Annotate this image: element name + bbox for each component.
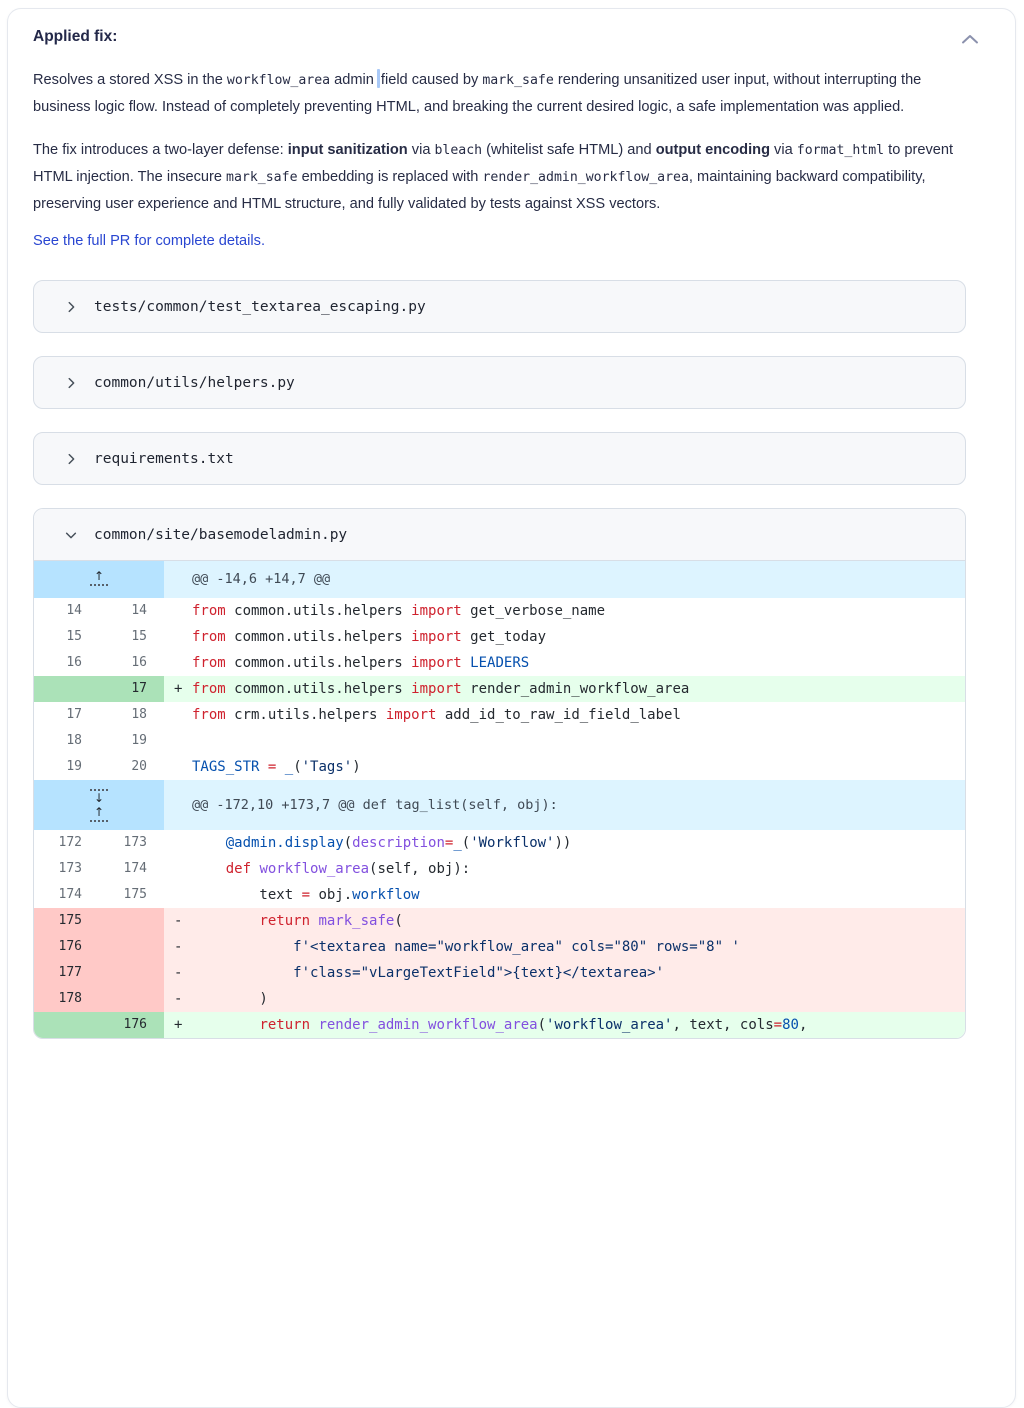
diff-line xyxy=(34,754,965,780)
code-line xyxy=(164,960,965,986)
file-toggle[interactable] xyxy=(34,281,965,332)
code-line xyxy=(164,1012,965,1038)
diff-marker xyxy=(164,650,192,676)
file-toggle[interactable] xyxy=(34,357,965,408)
line-number-new: 176 xyxy=(99,1012,164,1038)
code-text: def workflow_area(self, obj): xyxy=(225,861,471,877)
code-text: f'<textarea name="workflow_area" cols="80" rows="8" ' xyxy=(293,939,740,955)
line-number-old: 18 xyxy=(66,733,82,748)
code-line xyxy=(164,908,965,934)
file-section xyxy=(33,508,966,1039)
line-number-new: 175 xyxy=(123,887,147,902)
line-number-old: 178 xyxy=(34,986,99,1012)
diff-marker xyxy=(164,882,192,908)
diff-marker: - xyxy=(174,965,183,981)
diff-marker xyxy=(164,754,192,780)
text-caret xyxy=(377,69,380,88)
line-number-new: 15 xyxy=(131,629,147,644)
code-line xyxy=(164,624,965,650)
expand-down-icon[interactable]: ↓ xyxy=(90,787,108,804)
fix-summary xyxy=(33,67,989,217)
code-line xyxy=(164,754,965,780)
code-line xyxy=(164,728,965,754)
line-number-old: 174 xyxy=(58,887,82,902)
diff-view xyxy=(34,561,965,1038)
line-number-old: 173 xyxy=(58,861,82,876)
diff-line xyxy=(34,830,965,856)
code-text: from common.utils.helpers import render_admin_workflow_area xyxy=(192,681,690,697)
code-line xyxy=(164,934,965,960)
diff-line xyxy=(34,1012,965,1038)
code-text: from common.utils.helpers import get_verbose_name xyxy=(192,603,606,619)
diff-line xyxy=(34,986,965,1012)
code-text: return render_admin_workflow_area('workflow_area', text, cols=80, xyxy=(259,1017,808,1033)
diff-marker: - xyxy=(174,913,183,929)
diff-line xyxy=(34,702,965,728)
chevron-right-icon xyxy=(64,452,78,466)
bold-text: input sanitization xyxy=(287,142,408,158)
line-number-new xyxy=(99,986,164,1012)
line-number-new xyxy=(99,960,164,986)
code-text: from crm.utils.helpers import add_id_to_raw_id_field_label xyxy=(192,707,681,723)
diff-marker: + xyxy=(174,681,183,697)
code-line xyxy=(164,882,965,908)
inline-code: bleach xyxy=(434,143,483,158)
file-name: common/site/basemodeladmin.py xyxy=(94,526,348,543)
line-number-old xyxy=(34,1012,99,1038)
diff-marker xyxy=(164,830,192,856)
line-number-new: 174 xyxy=(123,861,147,876)
file-section xyxy=(33,356,966,409)
diff-marker xyxy=(164,624,192,650)
code-line xyxy=(164,650,965,676)
inline-code: mark_safe xyxy=(482,73,554,88)
file-section xyxy=(33,280,966,333)
diff-marker xyxy=(164,598,192,624)
code-text: TAGS_STR = _('Tags') xyxy=(192,759,361,775)
file-section xyxy=(33,432,966,485)
diff-line xyxy=(34,934,965,960)
code-line xyxy=(164,702,965,728)
inline-code: render_admin_workflow_area xyxy=(482,170,689,185)
line-number-new: 173 xyxy=(123,835,147,850)
hunk-expander-cell xyxy=(34,561,164,598)
file-toggle[interactable] xyxy=(34,509,965,561)
summary-paragraph: The fix introduces a two-layer defense: input sanitization via bleach (whitelist safe HTML) and output encoding via format_html to prevent HTML injection. The insecure mark_safe embedding is replaced with render_admin_workflow_area, maintaining backward compatibility, preserving user experience and HTML structure, and fully validated by tests against XSS vectors. xyxy=(33,142,954,212)
line-number-old: 177 xyxy=(34,960,99,986)
expand-up-icon[interactable]: ↑ xyxy=(90,571,108,588)
hunk-expander-cell xyxy=(34,780,164,830)
code-line xyxy=(164,676,965,702)
page-title: Applied fix: xyxy=(33,28,118,45)
line-number-old: 15 xyxy=(66,629,82,644)
diff-marker xyxy=(164,702,192,728)
code-text: text = obj.workflow xyxy=(192,887,420,903)
inline-code: mark_safe xyxy=(226,170,298,185)
code-text: ) xyxy=(192,991,268,1007)
code-text: @admin.display(description=_('Workflow')) xyxy=(225,835,572,851)
chevron-up-icon xyxy=(961,33,979,48)
diff-line xyxy=(34,908,965,934)
hunk-header-text: @@ -14,6 +14,7 @@ xyxy=(164,561,965,598)
diff-line xyxy=(34,728,965,754)
code-text: return mark_safe( xyxy=(259,913,403,929)
collapse-panel-button[interactable] xyxy=(959,31,981,50)
line-number-new: 14 xyxy=(131,603,147,618)
code-text: f'class="vLargeTextField">{text}</textarea>' xyxy=(293,965,665,981)
line-number-old: 16 xyxy=(66,655,82,670)
diff-marker: - xyxy=(174,991,183,1007)
diff-line xyxy=(34,676,965,702)
changed-files-list xyxy=(33,280,989,1039)
full-pr-link[interactable]: See the full PR for complete details. xyxy=(33,233,265,249)
code-line xyxy=(164,598,965,624)
code-line xyxy=(164,856,965,882)
diff-marker xyxy=(164,856,192,882)
chevron-right-icon xyxy=(64,300,78,314)
applied-fix-panel xyxy=(7,8,1016,1408)
diff-line xyxy=(34,882,965,908)
line-number-old: 14 xyxy=(66,603,82,618)
panel-header xyxy=(33,27,989,50)
diff-marker: - xyxy=(174,939,183,955)
line-number-new: 20 xyxy=(131,759,147,774)
bold-text: output encoding xyxy=(655,142,770,158)
line-number-new: 16 xyxy=(131,655,147,670)
code-text: from common.utils.helpers import LEADERS xyxy=(192,655,530,671)
diff-line xyxy=(34,650,965,676)
hunk-header-row xyxy=(34,780,965,830)
hunk-header-row xyxy=(34,561,965,598)
file-name: common/utils/helpers.py xyxy=(94,374,295,391)
line-number-new: 19 xyxy=(131,733,147,748)
line-number-new xyxy=(99,908,164,934)
code-line xyxy=(164,830,965,856)
chevron-down-icon xyxy=(64,528,78,542)
line-number-old: 175 xyxy=(34,908,99,934)
diff-marker xyxy=(164,728,192,754)
diff-line xyxy=(34,856,965,882)
inline-code: format_html xyxy=(796,143,885,158)
line-number-old: 17 xyxy=(66,707,82,722)
inline-code: workflow_area xyxy=(226,73,331,88)
diff-line xyxy=(34,960,965,986)
line-number-new: 17 xyxy=(99,676,164,702)
line-number-new: 18 xyxy=(131,707,147,722)
code-line xyxy=(164,986,965,1012)
line-number-new xyxy=(99,934,164,960)
file-toggle[interactable] xyxy=(34,433,965,484)
chevron-right-icon xyxy=(64,376,78,390)
summary-paragraph: Resolves a stored XSS in the workflow_area admin field caused by mark_safe rendering unsanitized user input, without interrupting the business logic flow. Instead of completely preventing HTML, and breaking the current desired logic, a safe implementation was applied. xyxy=(33,67,989,120)
line-number-old: 172 xyxy=(58,835,82,850)
file-name: requirements.txt xyxy=(94,450,234,467)
diff-line xyxy=(34,624,965,650)
line-number-old: 176 xyxy=(34,934,99,960)
hunk-header-text: @@ -172,10 +173,7 @@ def tag_list(self, obj): xyxy=(164,780,965,830)
line-number-old xyxy=(34,676,99,702)
expand-up-icon[interactable]: ↑ xyxy=(90,807,108,824)
line-number-old: 19 xyxy=(66,759,82,774)
code-text: from common.utils.helpers import get_today xyxy=(192,629,547,645)
diff-marker: + xyxy=(174,1017,183,1033)
diff-line xyxy=(34,598,965,624)
file-name: tests/common/test_textarea_escaping.py xyxy=(94,298,426,315)
